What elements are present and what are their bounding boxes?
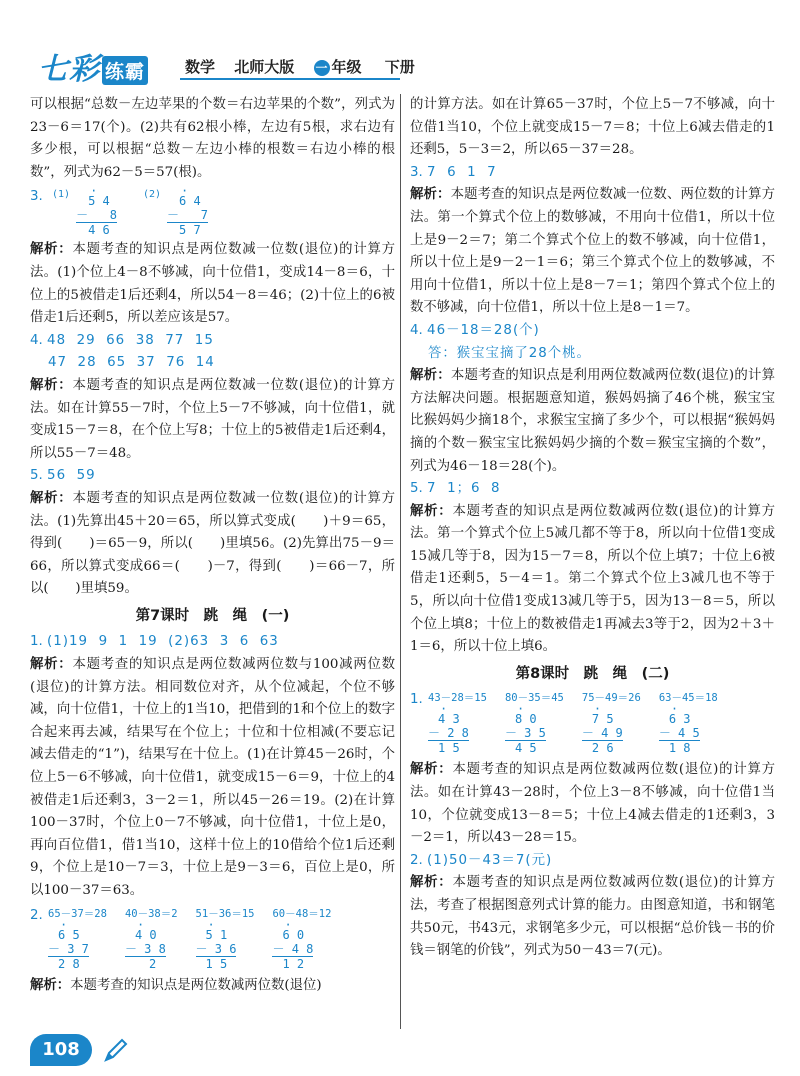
- borrow-dot: ·: [60, 917, 68, 932]
- analysis-text: 本题考查的知识点是两位数减一位数(退位)的计算方法。如在计算55－7时，个位上5－7不够减，向十位借1，就变成15－7＝8，在个位上写8；十位上的5被借走1后还剩4，所以55－7＝48。: [30, 377, 396, 461]
- grade: 年级: [331, 58, 362, 76]
- analysis-text: 本题考查的知识点是两位数减一位数(退位)的计算方法。(1)先算出45＋20＝65，所以算式变成( )＋9＝65，得到( )＝65－9，所以( )里填56。(2)先算出75－9＝66，所以算式变成66＝( )－7，得到( )＝66－7，所以( )里填59。: [30, 490, 396, 597]
- calc-operand: － 4 5: [658, 726, 700, 741]
- calc-top: 5 4: [88, 194, 110, 209]
- question-1: [410, 689, 775, 757]
- analysis-label: 解析：: [410, 368, 451, 384]
- vertical-calc: [142, 184, 208, 238]
- borrow-dot: ·: [207, 917, 215, 932]
- logo-box: 练霸: [102, 56, 148, 85]
- calc-equation: 43－28＝15: [428, 692, 487, 705]
- vertical-calc: [52, 184, 117, 238]
- calc-equation: 63－45＝18: [658, 692, 718, 705]
- analysis: [410, 759, 775, 849]
- calc-result: 1 8: [668, 741, 691, 756]
- answer: 7 1；6 8: [427, 481, 501, 497]
- calc-result: 4 6: [88, 223, 110, 238]
- calc-top: 6 3: [668, 712, 691, 727]
- calc-operand: － 4 8: [272, 941, 314, 956]
- vertical-calc: [48, 907, 107, 971]
- vertical-calc: [125, 907, 178, 971]
- calc-top: 6 0: [282, 927, 305, 942]
- borrow-dot: ·: [593, 702, 602, 717]
- analysis-label: 解析：: [30, 242, 73, 258]
- calc-result: 1 5: [205, 956, 228, 971]
- question-number: 1.: [30, 634, 43, 650]
- analysis-text: 本题考查的知识点是利用两位数减两位数(退位)的计算方法解决问题。根据题意知道，猴妈妈摘了46个桃，猴宝宝比猴妈妈少摘18个，求猴宝宝摘了多少个，可以根据“猴妈妈摘的个数－猴宝宝比猴妈妈少摘的个数＝猴宝宝摘的个数”，列式为46－18＝28(个)。: [410, 368, 776, 474]
- subject: 数学: [185, 58, 216, 76]
- calc-result: 4 5: [514, 741, 537, 756]
- borrow-dot: ·: [136, 917, 145, 932]
- analysis-label: 解析：: [410, 187, 451, 203]
- question-1: [30, 631, 395, 654]
- analysis-label: 解析：: [30, 977, 71, 993]
- calc-operand: － 2 8: [428, 726, 469, 741]
- calc-result: 1 2: [282, 956, 305, 971]
- analysis-label: 解析：: [410, 875, 453, 891]
- calc-operand: － 3 8: [124, 941, 166, 956]
- answer: (1)50－43＝7(元): [427, 852, 553, 868]
- question-number: 2.: [30, 907, 43, 923]
- borrow-dot: ·: [181, 184, 189, 199]
- calc-label: (1): [52, 189, 71, 201]
- question-2: [410, 850, 775, 873]
- grade-number: 一: [315, 61, 328, 75]
- analysis-label: 解析：: [30, 490, 73, 506]
- calc-top: 4 3: [438, 712, 460, 727]
- calc-top: 6 4: [179, 194, 201, 209]
- brand-logo: [38, 44, 148, 88]
- edition: 北师大版: [234, 58, 295, 76]
- calc-equation: 65－37＝28: [48, 907, 107, 920]
- calc-top: 7 5: [591, 712, 614, 727]
- analysis: [410, 872, 775, 962]
- page-number: 108: [30, 1034, 92, 1066]
- paragraph: 的计算方法。如在计算65－37时，个位上5－7不够减，向十位借1当10，个位上就变成15－7＝8；十位上6减去借走的1还剩5，5－3＝2，所以65－37＝28。: [410, 97, 775, 158]
- calc-operand: － 4 9: [581, 726, 623, 741]
- answer: 47 28 65 37 76 14: [48, 355, 215, 371]
- calc-top: 4 0: [134, 927, 157, 942]
- analysis: [410, 365, 775, 478]
- analysis-text: 本题考查的知识点是两位数减两位数(退位)的计算方法，考查了根据图意列式计算的能力。由图意知道，书和钢笔共50元，书43元，求钢笔多少元，可以根据“总价钱－书的价钱＝钢笔的价钱”，列式为50－43＝7(元)。: [410, 875, 776, 959]
- question-number: 2.: [410, 852, 423, 868]
- vertical-calc: [428, 691, 487, 755]
- section-title: 第7课时 跳 绳 (一): [135, 607, 290, 624]
- calc-equation: 51－36＝15: [195, 907, 255, 920]
- logo-main: 七彩: [38, 52, 100, 87]
- analysis: [410, 501, 775, 659]
- calc-label: (2): [142, 189, 162, 201]
- question-3: [30, 186, 395, 239]
- vertical-calc: [196, 907, 255, 971]
- vertical-calc: [505, 691, 564, 755]
- analysis: [30, 975, 395, 998]
- calc-top: 5 1: [205, 927, 228, 942]
- question-number: 3.: [30, 189, 43, 205]
- question-number: 4.: [410, 322, 423, 338]
- borrow-dot: ·: [670, 702, 679, 717]
- borrow-dot: ·: [440, 702, 448, 717]
- term: 下册: [384, 58, 415, 76]
- question-number: 1.: [410, 692, 423, 708]
- calc-result: 2 6: [591, 741, 614, 756]
- answer: 48 29 66 38 77 15: [47, 332, 214, 348]
- answer: 答：猴宝宝摘了28个桃。: [428, 345, 591, 361]
- answer: 56 59: [47, 468, 96, 484]
- calc-equation: 80－35＝45: [504, 692, 564, 705]
- calc-equation: 40－38＝2: [124, 907, 178, 920]
- calc-result: 5 7: [179, 223, 201, 238]
- analysis: [30, 375, 395, 465]
- analysis-text: 本题考查的知识点是两位数减两位数(退位)的计算方法。第一个算式个位上5减几都不等于8，所以向十位借1变成15减几等于8，因为15－7＝8，所以个位上填7；十位上6被借走1还剩5，5－4＝1。第二个算式个位上3减几也不等于5，所以向十位借1变成13减几等于5，因为13－8＝5，所以个位上填8；十位上的数被借走1再减去3等于2，因为2＋3＋1＝6，所以十位上填6。: [410, 503, 776, 655]
- analysis-text: 本题考查的知识点是两位数减一位数(退位)的计算方法。(1)个位上4－8不够减，向十位借1，变成14－8＝6，十位上的5被借走1后还剩4，所以54－8＝46；(2)十位上的6被借走1后还剩5，所以差应该是57。: [30, 242, 396, 326]
- calc-top: 6 5: [58, 927, 80, 942]
- question-number: 3.: [410, 164, 423, 180]
- calc-operand: － 7: [167, 208, 208, 223]
- calc-equation: 60－48＝12: [272, 907, 332, 920]
- calc-operand: － 8: [76, 208, 117, 223]
- analysis-text: 本题考查的知识点是两位数减一位数、两位数的计算方法。第一个算式个位上的数够减，不用向十位借1，所以十位上是9－2＝7；第二个算式个位上的数不够减，向十位借1，所以十位上是9－2－1＝6；第三个算式个位上的数够减，不用向十位借1，所以十位上是8－7＝1；第四个算式个位上的数不够减，向十位借1，所以十位上是8－1＝7。: [410, 187, 776, 316]
- header-rule: [180, 78, 400, 80]
- question-3: [410, 162, 775, 185]
- question-2: [30, 905, 395, 973]
- calc-equation: 75－49＝26: [581, 692, 641, 705]
- question-number: 4.: [30, 332, 43, 348]
- answer: 46－18＝28(个): [427, 322, 540, 338]
- analysis: [30, 654, 395, 903]
- question-5: [30, 465, 395, 488]
- calc-operand: － 3 7: [48, 941, 89, 956]
- vertical-calc: [272, 907, 331, 971]
- question-5: [410, 478, 775, 501]
- analysis: [30, 239, 395, 329]
- vertical-calc: [582, 691, 641, 755]
- analysis-text: 本题考查的知识点是两位数减两位数(退位)的计算方法。如在计算43－28时，个位上3－8不够减，向十位借1当10，个位就变成13－8＝5；十位上4减去借走的1还剩3，3－2＝1，所以43－28＝15。: [410, 762, 776, 846]
- analysis-label: 解析：: [410, 503, 453, 519]
- answer: (1)19 9 1 19 (2)63 3 6 63: [47, 634, 279, 650]
- paragraph: 可以根据“总数－左边苹果的个数＝右边苹果的个数”，列式为23－6＝17(个)。(2)共有62根小棒，左边有5根，求右边有多少根，可以根据“总数－左边小棒的根数＝右边小棒的根数”，列式为62－5＝57(根)。: [30, 97, 395, 180]
- borrow-dot: ·: [90, 184, 98, 199]
- question-4: [30, 330, 395, 353]
- answer: 7 6 1 7: [427, 164, 497, 180]
- calc-result: 2: [148, 956, 157, 971]
- calc-operand: － 3 5: [504, 726, 546, 741]
- analysis-text: 本题考查的知识点是两位数减两位数(退位): [70, 977, 322, 993]
- header-info: [185, 56, 429, 77]
- analysis-text: 本题考查的知识点是两位数减两位数与100减两位数(退位)的计算方法。相同数位对齐，从个位减起，个位不够减，向十位借1，十位上的1当10，把借到的1和个位上的数字合起来再去减，结果写在个位上；十位和十位相减(不要忘记减去借走的“1”)，结果写在十位上。(1)在计算45－26时，个位上5－6不够减，向十位借1，就变成15－6＝9，十位上的4被借走1后还剩3，3－2＝1，所以45－26＝19。(2)在计算100－37时，个位上0－7不够减，向十位借1，十位上是0，再向百位借1，借1当10，这样十位上的10借给个位1后还剩9，个位上是10－7＝3，十位上是9－3＝6，百位上是0，所以100－37＝63。: [30, 657, 396, 898]
- calc-result: 1 5: [438, 741, 460, 756]
- calc-group: [48, 907, 331, 971]
- vertical-calc: [659, 691, 718, 755]
- section-title: 第8课时 跳 绳 (二): [515, 665, 670, 682]
- left-column: [30, 94, 395, 997]
- calc-operand: － 3 6: [195, 941, 237, 956]
- question-4: [410, 320, 775, 343]
- question-number: 5.: [30, 468, 43, 484]
- page-header: [0, 0, 800, 90]
- column-divider: [400, 94, 401, 1029]
- borrow-dot: ·: [516, 702, 525, 717]
- question-number: 5.: [410, 481, 423, 497]
- borrow-dot: ·: [284, 917, 292, 932]
- analysis-label: 解析：: [410, 762, 453, 778]
- analysis: [410, 184, 775, 320]
- analysis-label: 解析：: [30, 377, 73, 393]
- calc-group: [428, 691, 718, 755]
- pencil-icon: [100, 1036, 130, 1066]
- right-column: [410, 94, 775, 963]
- analysis-label: 解析：: [30, 657, 73, 673]
- calc-result: 2 8: [58, 956, 80, 971]
- calc-top: 8 0: [514, 712, 537, 727]
- analysis: [30, 488, 395, 601]
